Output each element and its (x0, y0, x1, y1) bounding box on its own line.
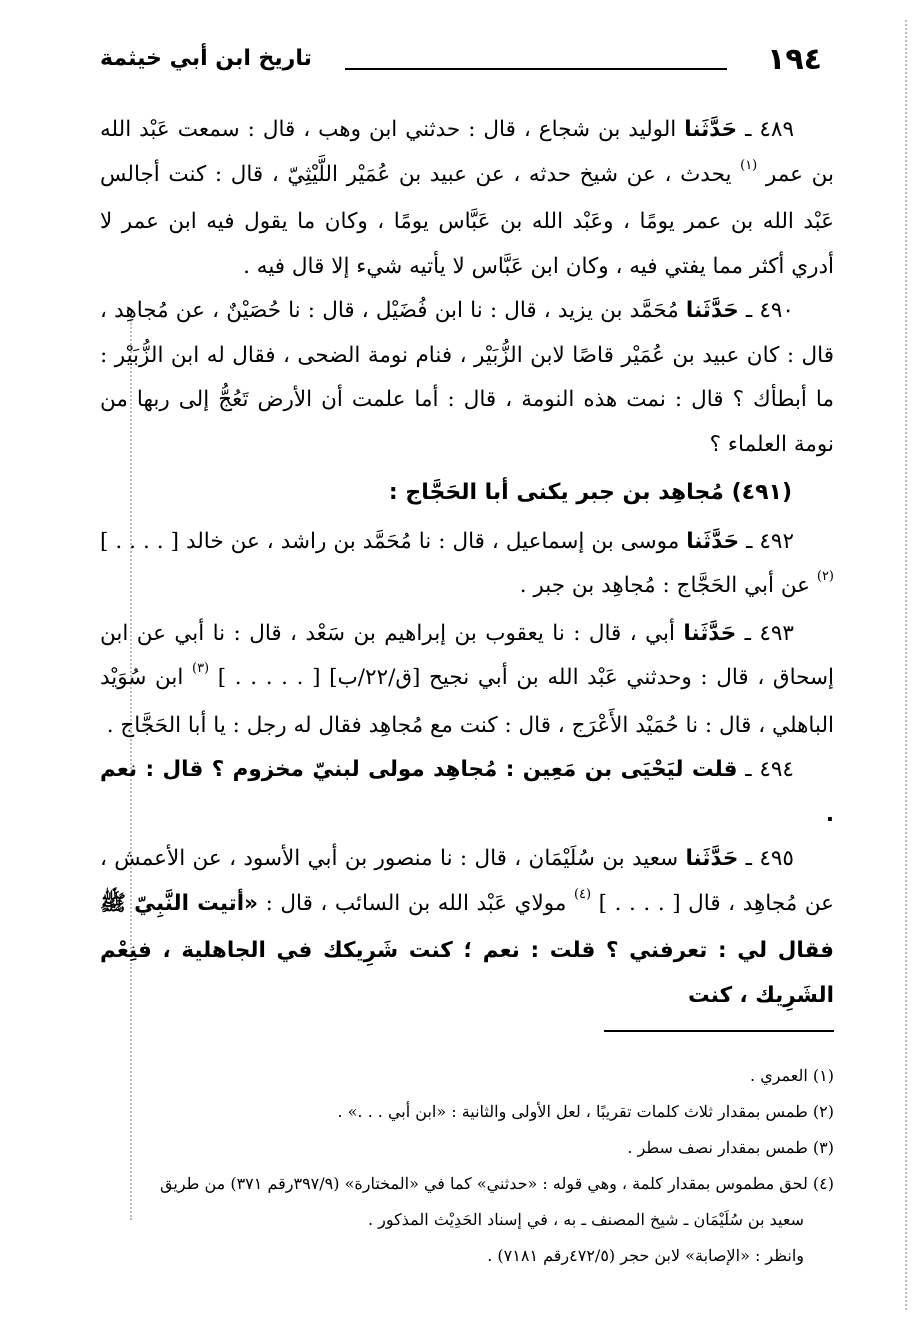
hadith-text: عن أبي الحَجَّاج : مُجاهِد بن جبر . (519, 573, 811, 598)
hadith-number: ٤٩٣ ـ (744, 620, 794, 646)
page-header (100, 42, 822, 92)
paragraph-489 (100, 108, 834, 289)
hadith-number: ٤٩٢ ـ (746, 528, 794, 554)
footnote-4-reference: وانظر : «الإصابة» لابن حجر (٤٧٢/٥رقم ٧١٨١) . (487, 1246, 804, 1265)
footnote-ref: (٤) (573, 886, 592, 902)
footnote-1: (١) العمري . (750, 1066, 834, 1085)
paragraph-492 (100, 520, 834, 612)
hadith-text: موسى بن إسماعيل ، قال : نا مُحَمَّد بن راشد ، عن خالد [ . . . . ] (100, 528, 680, 554)
hadith-lead: حَدَّثَنا (683, 620, 737, 646)
header-rule (345, 68, 727, 70)
hadith-lead: حَدَّثَنا (686, 528, 740, 554)
hadith-text: سعيد بن سُلَيْمَان ، قال : نا منصور بن أبي الأسود ، عن الأعمش ، عن مُجاهِد ، قال [ . . . . ] (100, 846, 835, 916)
hadith-number: ٤٩٤ ـ (745, 757, 794, 782)
paragraph-494 (100, 748, 834, 837)
footnote-ref: (١) (740, 157, 758, 173)
hadith-text: يحدث ، عن شيخ حدثه ، عن عبيد بن عُمَيْر اللَّيْثِيّ ، قال : كنت أجالس عَبْد الله بن عمر يومًا ، وعَبْد الله بن عَبَّاس يومًا ، وكان ما يقول فيه ابن عمر لا أدري أكثر مما يفتي فيه ، وكان ابن عَبَّاس لا يأتيه شيء إلا قال فيه . (100, 161, 834, 279)
scan-margin-dots (905, 20, 907, 1310)
hadith-text: مولاي عَبْد الله بن السائب ، قال : (265, 890, 567, 916)
hadith-number: ٤٩٥ ـ (745, 846, 794, 871)
running-title: تاريخ ابن أبي خيثمة (100, 46, 312, 71)
footnotes (100, 1058, 834, 1274)
page-number: ١٩٤ (767, 42, 822, 77)
hadith-text-bold: قلت ليَحْيَى بن مَعِين : مُجاهِد مولى لبنيّ مخزوم ؟ قال : نعم . (100, 757, 834, 827)
footnote-4: (٤) لحق مطموس بمقدار كلمة ، وهي قوله : «حدثني» كما في «المختارة» (٣٩٧/٩رقم ٣٧١) من طريق (160, 1174, 834, 1193)
footnote-ref: (٣) (191, 661, 210, 676)
paragraph-490 (100, 289, 834, 467)
footnote-2: (٢) طمس بمقدار ثلاث كلمات تقريبًا ، لعل الأولى والثانية : «ابن أبي . . .» . (337, 1102, 834, 1121)
hadith-number: ٤٩٠ ـ (745, 298, 794, 323)
hadith-text: مُحَمَّد بن يزيد ، قال : نا ابن فُضَيْل ، قال : نا حُصَيْنٌ ، عن مُجاهِد ، قال : كان عبيد بن عُمَيْر قاصًا لابن الزُّبَيْر ، فنام نومة الضحى ، فقال له ابن الزُّبَيْر : ما أبطأك ؟ قال : نمت هذه النومة ، قال : أما علمت أن الأرض تَعُجُّ إلى ربها من نومة العلماء ؟ (100, 298, 834, 457)
hadith-number: ٤٨٩ ـ (745, 117, 795, 142)
hadith-text: ابن سُوَيْد الباهلي ، قال : نا حُمَيْد الأَعْرَج ، قال : كنت مع مُجاهِد فقال له رجل : يا أبا الحَجَّاج . (100, 665, 834, 738)
hadith-lead: حَدَّثَنا (684, 117, 738, 142)
footnote-4-continued: سعيد بن سُلَيْمَان ـ شيخ المصنف ـ به ، في إسناد الحَدِيْث المذكور . (367, 1210, 804, 1229)
hadith-text: الوليد بن شجاع ، قال : حدثني ابن وهب ، قال : سمعت عَبْد الله بن عمر (100, 117, 834, 187)
paragraph-493 (100, 612, 834, 749)
footnote-rule (604, 1030, 834, 1032)
footnote-ref: (٢) (816, 569, 834, 584)
hadith-text: أبي ، قال : نا يعقوب بن إبراهيم بن سَعْد ، قال : نا أبي عن ابن إسحاق ، قال : وحدثني عَبْد الله بن أبي نجيح [ق/٢٢/ب] [ . . . . . ] (100, 620, 834, 690)
hadith-lead: حَدَّثَنا (685, 298, 739, 323)
section-heading: (٤٩١) مُجاهِد بن جبر يكنى أبا الحَجَّاج : (388, 480, 792, 505)
footnote-3: (٣) طمس بمقدار نصف سطر . (627, 1138, 834, 1157)
main-text (100, 108, 834, 1018)
hadith-matn: «أتيت النَّبِيّ ﷺ فقال لي : تعرفني ؟ قلت : نعم ؛ كنت شَرِيكك في الجاهلية ، فنِعْم الشَرِيك ، كنت (100, 890, 834, 1008)
hadith-lead: حَدَّثَنا (685, 846, 739, 871)
paragraph-495 (100, 837, 834, 1018)
